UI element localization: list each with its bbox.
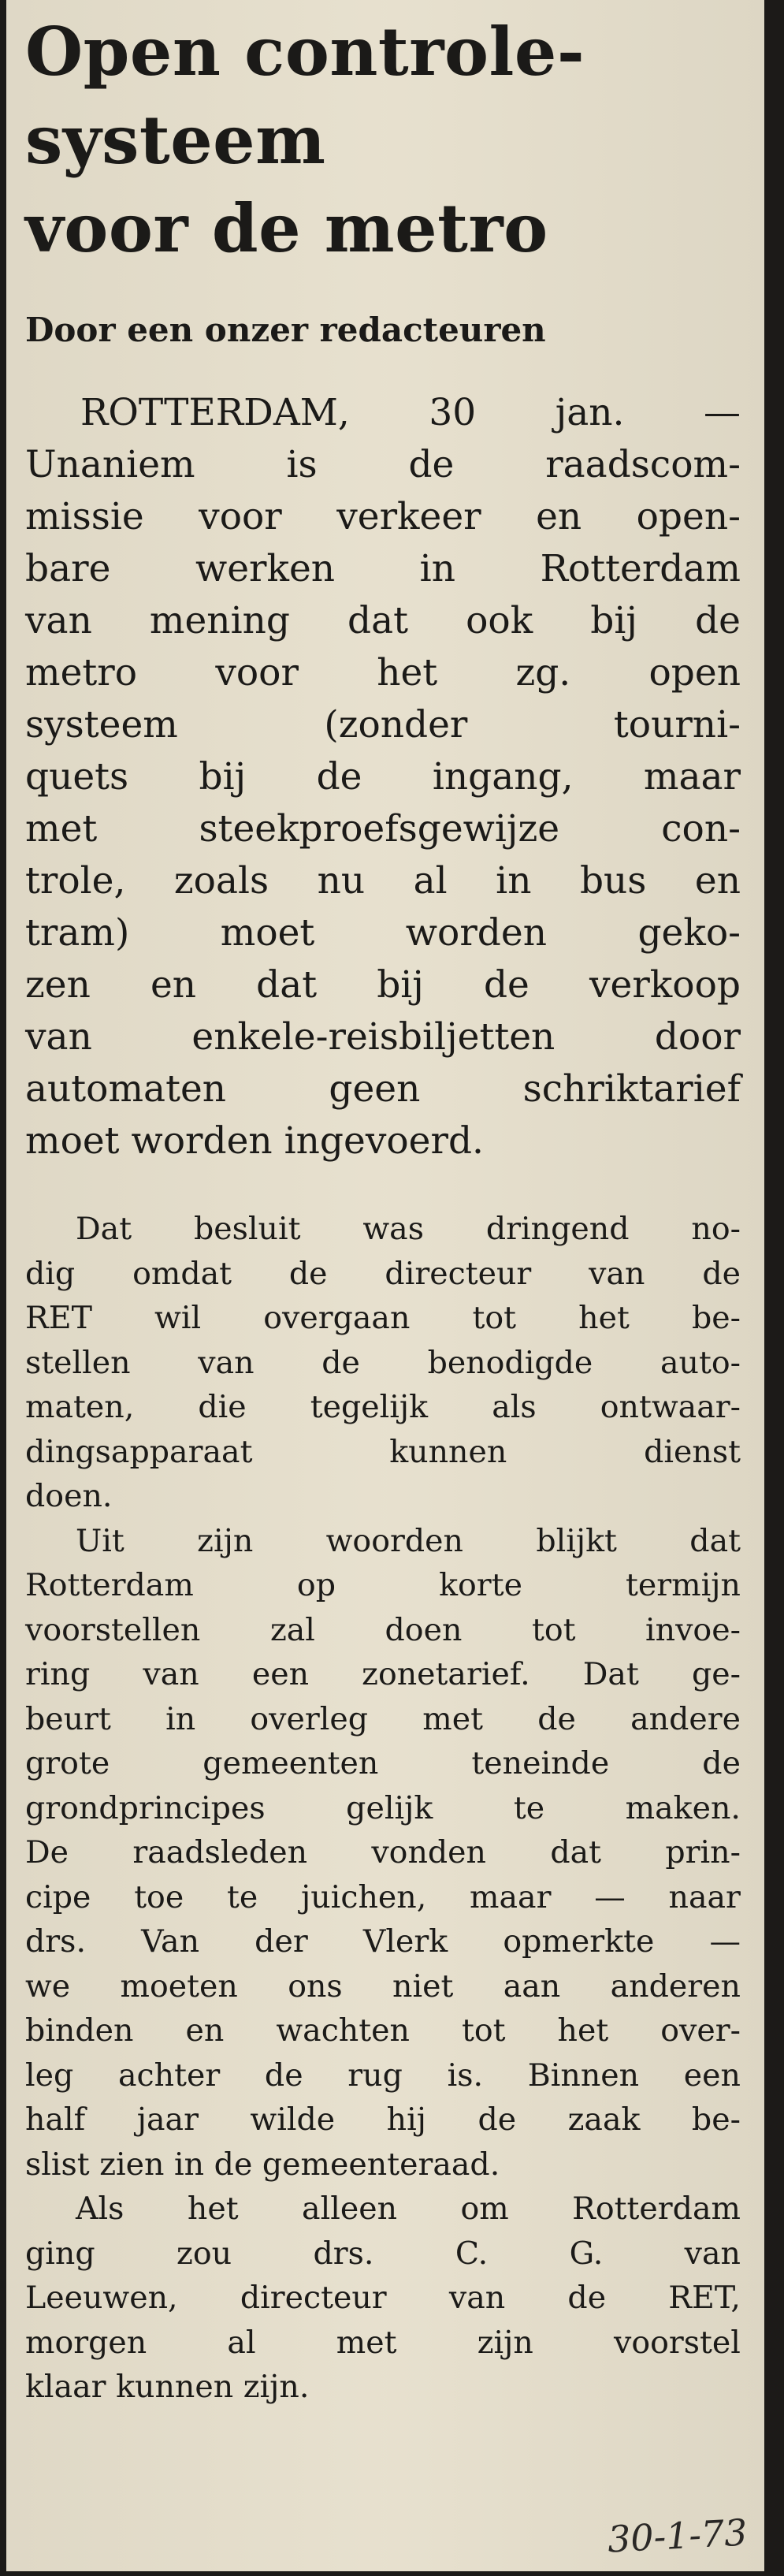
text-line: leg achter de rug is. Binnen een: [25, 2057, 741, 2094]
text-line: dingsapparaat kunnen dienst: [25, 1433, 741, 1470]
text-line: tram) moet worden geko-: [25, 911, 741, 955]
handwritten-date: 30-1-73: [606, 2511, 749, 2561]
text-line: doen.: [25, 1478, 113, 1514]
text-line: bare werken in Rotterdam: [25, 547, 741, 590]
headline-line: systeem: [25, 101, 326, 179]
text-line: half jaar wilde hij de zaak be-: [25, 2101, 741, 2138]
text-line: voorstellen zal doen tot invoe-: [25, 1611, 741, 1648]
text-line: De raadsleden vonden dat prin-: [25, 1834, 741, 1871]
text-line: dig omdat de directeur van de: [25, 1255, 741, 1292]
text-line: Uit zijn woorden blijkt dat: [76, 1522, 741, 1559]
headline-line: voor de metro: [25, 189, 548, 267]
body-text: [25, 1207, 741, 2410]
text-line: cipe toe te juichen, maar — naar: [25, 1878, 741, 1915]
headline-line: Open controle-: [25, 13, 585, 91]
text-line: systeem (zonder tourni-: [25, 703, 741, 746]
text-line: ging zou drs. C. G. van: [25, 2235, 741, 2272]
text-line: stellen van de benodigde auto-: [25, 1344, 741, 1381]
text-line: RET wil overgaan tot het be-: [25, 1300, 741, 1336]
text-line: Unaniem is de raadscom-: [25, 443, 741, 486]
text-line: grondprincipes gelijk te maken.: [25, 1789, 741, 1826]
text-line: ring van een zonetarief. Dat ge-: [25, 1656, 741, 1692]
text-line: maten, die tegelijk als ontwaar-: [25, 1389, 741, 1425]
text-line: moet worden ingevoerd.: [25, 1119, 484, 1163]
text-line: Leeuwen, directeur van de RET,: [25, 2280, 741, 2316]
text-line: Dat besluit was dringend no-: [76, 1211, 741, 1247]
text-line: trole, zoals nu al in bus en: [25, 859, 741, 903]
text-line: morgen al met zijn voorstel: [25, 2324, 741, 2361]
text-line: Rotterdam op korte termijn: [25, 1567, 741, 1603]
text-line: klaar kunnen zijn.: [25, 2369, 310, 2405]
text-line: grote gemeenten teneinde de: [25, 1745, 741, 1781]
lead-paragraph: [25, 387, 741, 1167]
text-line: we moeten ons niet aan anderen: [25, 1967, 741, 2005]
text-line: beurt in overleg met de andere: [25, 1700, 741, 1737]
headline: [25, 8, 741, 273]
text-line: met steekproefsgewijze con-: [25, 807, 741, 851]
text-line: automaten geen schriktarief: [25, 1067, 741, 1111]
text-line: slist zien in de gemeenteraad.: [25, 2146, 500, 2183]
text-line: missie voor verkeer en open-: [25, 495, 741, 538]
text-line: Als het alleen om Rotterdam: [76, 2191, 741, 2227]
text-line: metro voor het zg. open: [25, 651, 741, 694]
text-line: quets bij de ingang, maar: [25, 755, 741, 798]
text-line: van mening dat ook bij de: [25, 599, 741, 642]
text-line: ROTTERDAM, 30 jan. —: [80, 391, 741, 434]
text-line: van enkele-reisbiljetten door: [25, 1015, 741, 1059]
text-line: drs. Van der Vlerk opmerkte —: [25, 1923, 741, 1960]
text-line: zen en dat bij de verkoop: [25, 963, 741, 1007]
newspaper-clipping: [6, 0, 764, 2571]
text-line: binden en wachten tot het over-: [25, 2012, 741, 2049]
byline: Door een onzer redacteuren: [25, 311, 546, 349]
